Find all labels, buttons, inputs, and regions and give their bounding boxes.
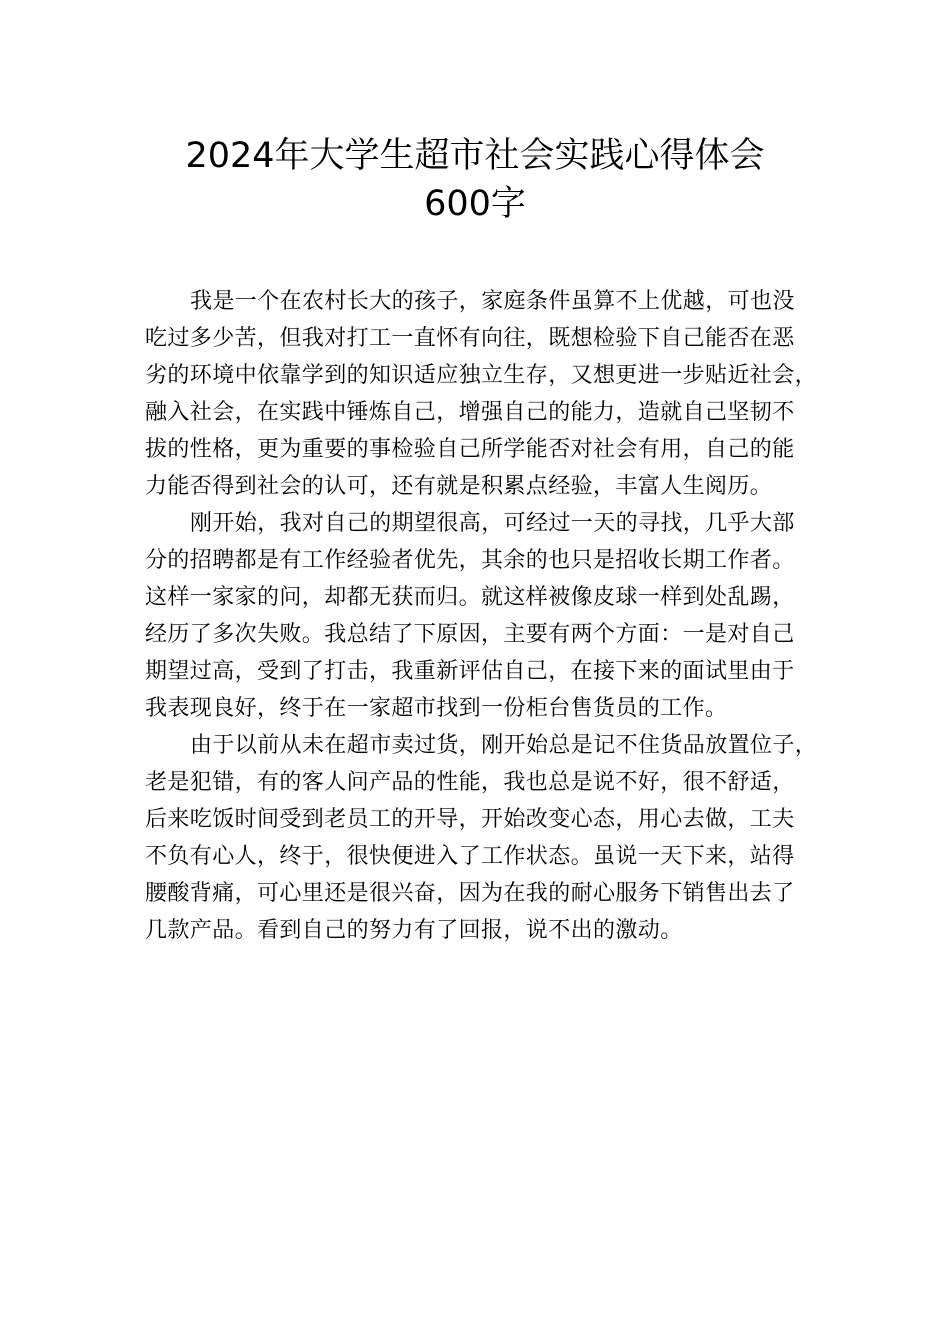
text-line: 几款产品。看到自己的努力有了回报，说不出的激动。 [145,918,683,943]
title-line-2: 600字 [424,184,526,224]
text-line: 拔的性格，更为重要的事检验自己所学能否对社会有用，自己的能 [145,437,795,462]
text-line: 我是一个在农村长大的孩子，家庭条件虽算不上优越，可也没 [190,289,795,314]
text-line: 吃过多少苦，但我对打工一直怀有向往，既想检验下自己能否在恶 [145,326,795,351]
paragraph-2 [145,505,823,727]
text-line: 老是犯错，有的客人问产品的性能，我也总是说不好，很不舒适， [145,770,795,795]
text-line: 劣的环境中依靠学到的知识适应独立生存，又想更进一步贴近社会， [145,363,818,388]
text-line: 融入社会，在实践中锤炼自己，增强自己的能力，造就自己坚韧不 [145,400,795,425]
text-line: 刚开始，我对自己的期望很高，可经过一天的寻找，几乎大部 [190,511,795,536]
text-line: 力能否得到社会的认可，还有就是积累点经验，丰富人生阅历。 [145,474,773,499]
page-title [145,132,805,228]
document-body [145,283,823,949]
title-line-1: 2024年大学生超市社会实践心得体会 [185,136,765,176]
text-line: 我表现良好，终于在一家超市找到一份柜台售货员的工作。 [145,696,728,721]
text-line: 这样一家家的问，却都无获而归。就这样被像皮球一样到处乱踢， [145,585,795,610]
text-line: 经历了多次失败。我总结了下原因，主要有两个方面：一是对自己 [145,622,795,647]
text-line: 后来吃饭时间受到老员工的开导，开始改变心态，用心去做，工夫 [145,807,795,832]
text-line: 期望过高，受到了打击，我重新评估自己，在接下来的面试里由于 [145,659,795,684]
text-line: 不负有心人，终于，很快便进入了工作状态。虽说一天下来，站得 [145,844,795,869]
text-line: 腰酸背痛，可心里还是很兴奋，因为在我的耐心服务下销售出去了 [145,881,795,906]
text-line: 分的招聘都是有工作经验者优先，其余的也只是招收长期工作者。 [145,548,795,573]
paragraph-3 [145,727,823,949]
paragraph-1 [145,283,823,505]
text-line: 由于以前从未在超市卖过货，刚开始总是记不住货品放置位子， [190,733,818,758]
